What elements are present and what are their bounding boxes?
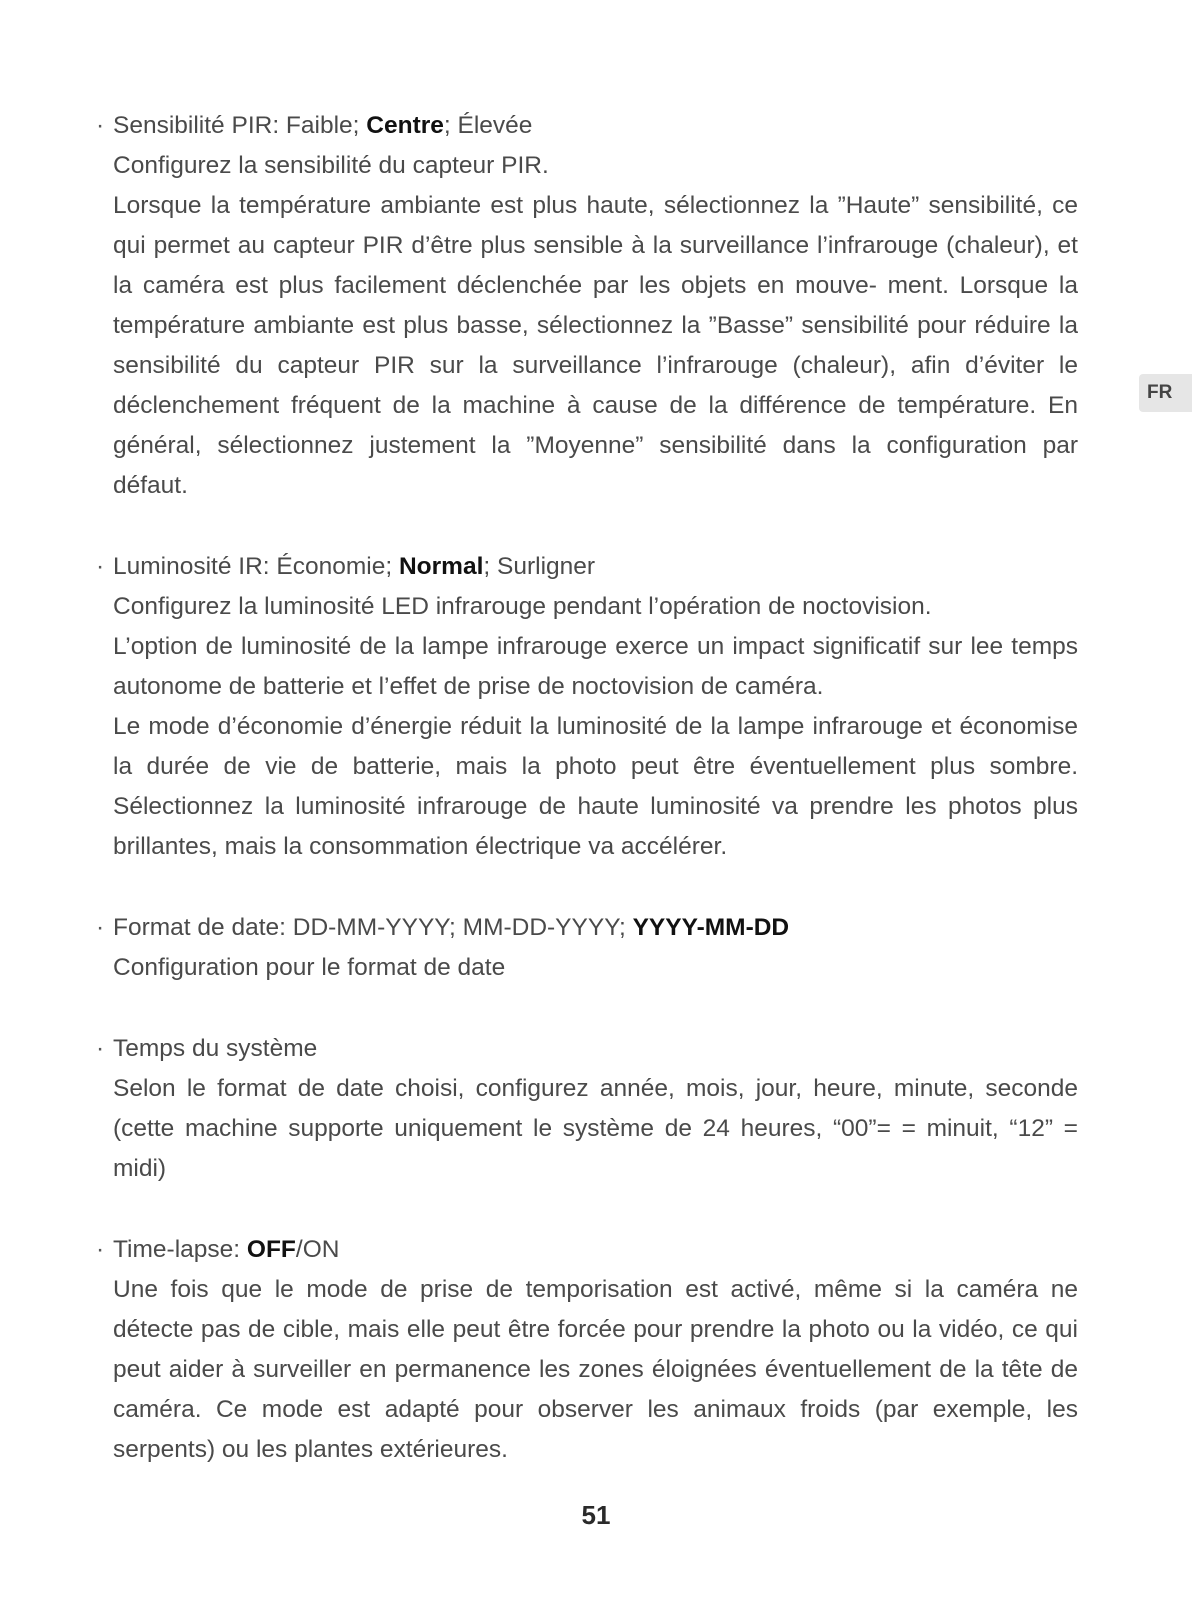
heading-prefix: Sensibilité PIR: Faible; (113, 112, 367, 139)
bullet-icon: · (96, 553, 105, 580)
heading-prefix: Luminosité IR: Économie; (113, 553, 399, 580)
section-heading (96, 908, 1078, 948)
settings-description-list (96, 106, 1078, 1511)
bullet-icon: · (96, 1236, 105, 1263)
section-paragraph: Le mode d’économie d’énergie réduit la luminosité de la lampe infrarouge et économise la durée de vie de batterie, mais la photo peut être éventuellement plus sombre. Sélectionnez la luminosité infrarouge de haute luminosité va prendre les photos plus brillantes, mais la consommation électrique va accélérer. (113, 713, 1078, 860)
bullet-icon: · (96, 1035, 105, 1062)
section-time-lapse (96, 1230, 1078, 1470)
section-paragraph: Configuration pour le format de date (113, 954, 506, 981)
heading-prefix: Temps du système (113, 1035, 318, 1062)
section-date-format (96, 908, 1078, 988)
section-paragraph: Une fois que le mode de prise de temporisation est activé, même si la caméra ne détecte pas de cible, mais elle peut être forcée pour prendre la photo ou la vidéo, ce qui peut aider à surveiller en permanence les zones éloignées éventuellement de la tête de caméra. Ce mode est adapté pour observer les animaux froids (par exemple, les serpents) ou les plantes extérieures. (113, 1276, 1078, 1463)
section-heading (96, 1230, 1078, 1270)
section-paragraph: L’option de luminosité de la lampe infrarouge exerce un impact significatif sur lee temps autonome de batterie et l’effet de prise de noctovision de caméra. (113, 633, 1078, 700)
heading-suffix: /ON (295, 1236, 340, 1263)
heading-default-option: Centre (366, 112, 444, 139)
section-heading (96, 547, 1078, 587)
heading-default-option: YYYY-MM-DD (632, 914, 790, 941)
language-tab: FR (1139, 374, 1192, 412)
section-heading (96, 1029, 1078, 1069)
page-number: 51 (581, 1500, 611, 1530)
section-system-time (96, 1029, 1078, 1189)
section-paragraph: Lorsque la température ambiante est plus haute, sélectionnez la ”Haute” sensibilité, ce qui permet au capteur PIR d’être plus sensible à la surveillance l’infrarouge (chaleur), et la caméra est plus facilement déclenchée par les objets en mouve- ment. Lorsque la température ambiante est plus basse, sélectionnez la ”Basse” sensibilité pour réduire la sensibilité du capteur PIR sur la surveillance l’infrarouge (chaleur), afin d’éviter le déclenchement fréquent de la machine à cause de la différence de température. En général, sélectionnez justement la ”Moyenne” sensibilité dans la configuration par défaut. (113, 192, 1078, 499)
heading-default-option: Normal (398, 553, 484, 580)
heading-suffix: ; Élevée (443, 112, 533, 139)
heading-suffix: ; Surligner (483, 553, 596, 580)
heading-prefix: Time-lapse: (113, 1236, 247, 1263)
section-heading (96, 106, 1078, 146)
section-pir-sensitivity (96, 106, 1078, 506)
bullet-icon: · (96, 112, 105, 139)
section-paragraph: Selon le format de date choisi, configurez année, mois, jour, heure, minute, seconde (cette machine supporte uniquement le système de 24 heures, “00”= = minuit, “12” = midi) (113, 1075, 1078, 1182)
heading-default-option: OFF (246, 1236, 296, 1263)
section-ir-brightness (96, 547, 1078, 867)
bullet-icon: · (96, 914, 105, 941)
heading-prefix: Format de date: DD-MM-YYYY; MM-DD-YYYY; (113, 914, 633, 941)
section-paragraph: Configurez la sensibilité du capteur PIR. (113, 152, 549, 179)
section-paragraph: Configurez la luminosité LED infrarouge pendant l’opération de noctovision. (113, 593, 932, 620)
